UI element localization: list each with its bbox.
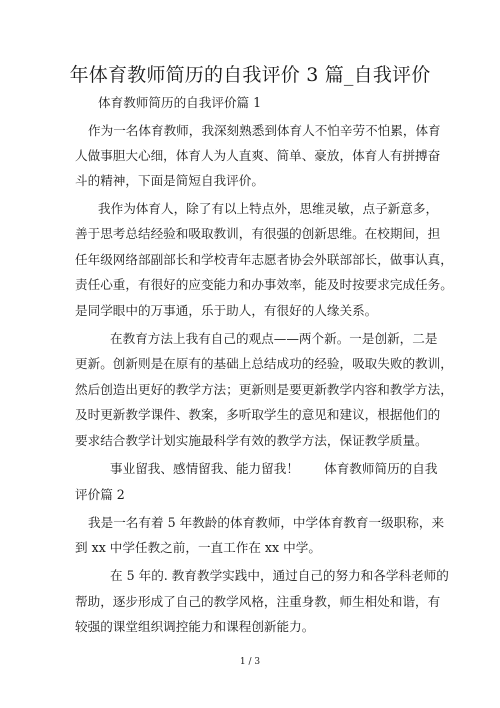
paragraph-line: 任年级网络部副部长和学校青年志愿者协会外联部部长，做事认真，	[75, 252, 453, 267]
section-heading-1: 体育教师简历的自我评价篇 1	[98, 95, 262, 110]
paragraph-line: 人做事胆大心细，体育人为人直爽、简单、豪放，体育人有拼搏奋	[75, 148, 441, 163]
section-heading-2-part1: 事业留我、感情留我、能力留我！ 体育教师简历的自我	[110, 461, 438, 476]
paragraph-line: 更新。创新则是在原有的基础上总结成功的经验，吸取失败的教训，	[75, 356, 453, 371]
paragraph-line: 斗的精神，下面是简短自我评价。	[75, 173, 264, 188]
paragraph-line: 及时更新教学课件、教案，多听取学生的意见和建议，根据他们的	[75, 407, 441, 422]
document-title: 年体育教师简历的自我评价 3 篇_自我评价	[69, 64, 431, 86]
paragraph-line: 在 5 年的. 教育教学实践中，通过自己的努力和各学科老师的	[110, 568, 449, 583]
paragraph-line: 较强的课堂组织调控能力和课程创新能力。	[75, 619, 315, 634]
paragraph-line: 是同学眼中的万事通，乐于助人，有很好的人缘关系。	[75, 303, 378, 318]
paragraph-line: 善于思考总结经验和吸取教训，有很强的创新思维。在校期间，担	[75, 226, 441, 241]
paragraph-line: 要求结合教学计划实施最科学有效的教学方法，保证教学质量。	[75, 433, 428, 448]
paragraph-line: 责任心重，有很好的应变能力和办事效率，能及时按要求完成任务。	[75, 277, 453, 292]
paragraph-line: 到 xx 中学任教之前，一直工作在 xx 中学。	[75, 540, 321, 555]
paragraph-line: 帮助，逐步形成了自己的教学风格，注重身教，师生相处和谐，有	[75, 594, 441, 609]
section-heading-2-part2: 评价篇 2	[75, 487, 125, 502]
paragraph-line: 然后创造出更好的教学方法；更新则是要更新教学内容和教学方法，	[75, 382, 453, 397]
paragraph-line: 在教育方法上我有自己的观点——两个新。一是创新，二是	[110, 331, 438, 346]
paragraph-line: 我是一名有着 5 年教龄的体育教师，中学体育教育一级职称，来	[88, 515, 445, 530]
paragraph-line: 作为一名体育教师，我深刻熟悉到体育人不怕辛劳不怕累，体育	[88, 123, 441, 138]
paragraph-line: 我作为体育人，除了有以上特点外，思维灵敏，点子新意多，	[98, 201, 439, 216]
page-number: 1 / 3	[239, 657, 261, 667]
